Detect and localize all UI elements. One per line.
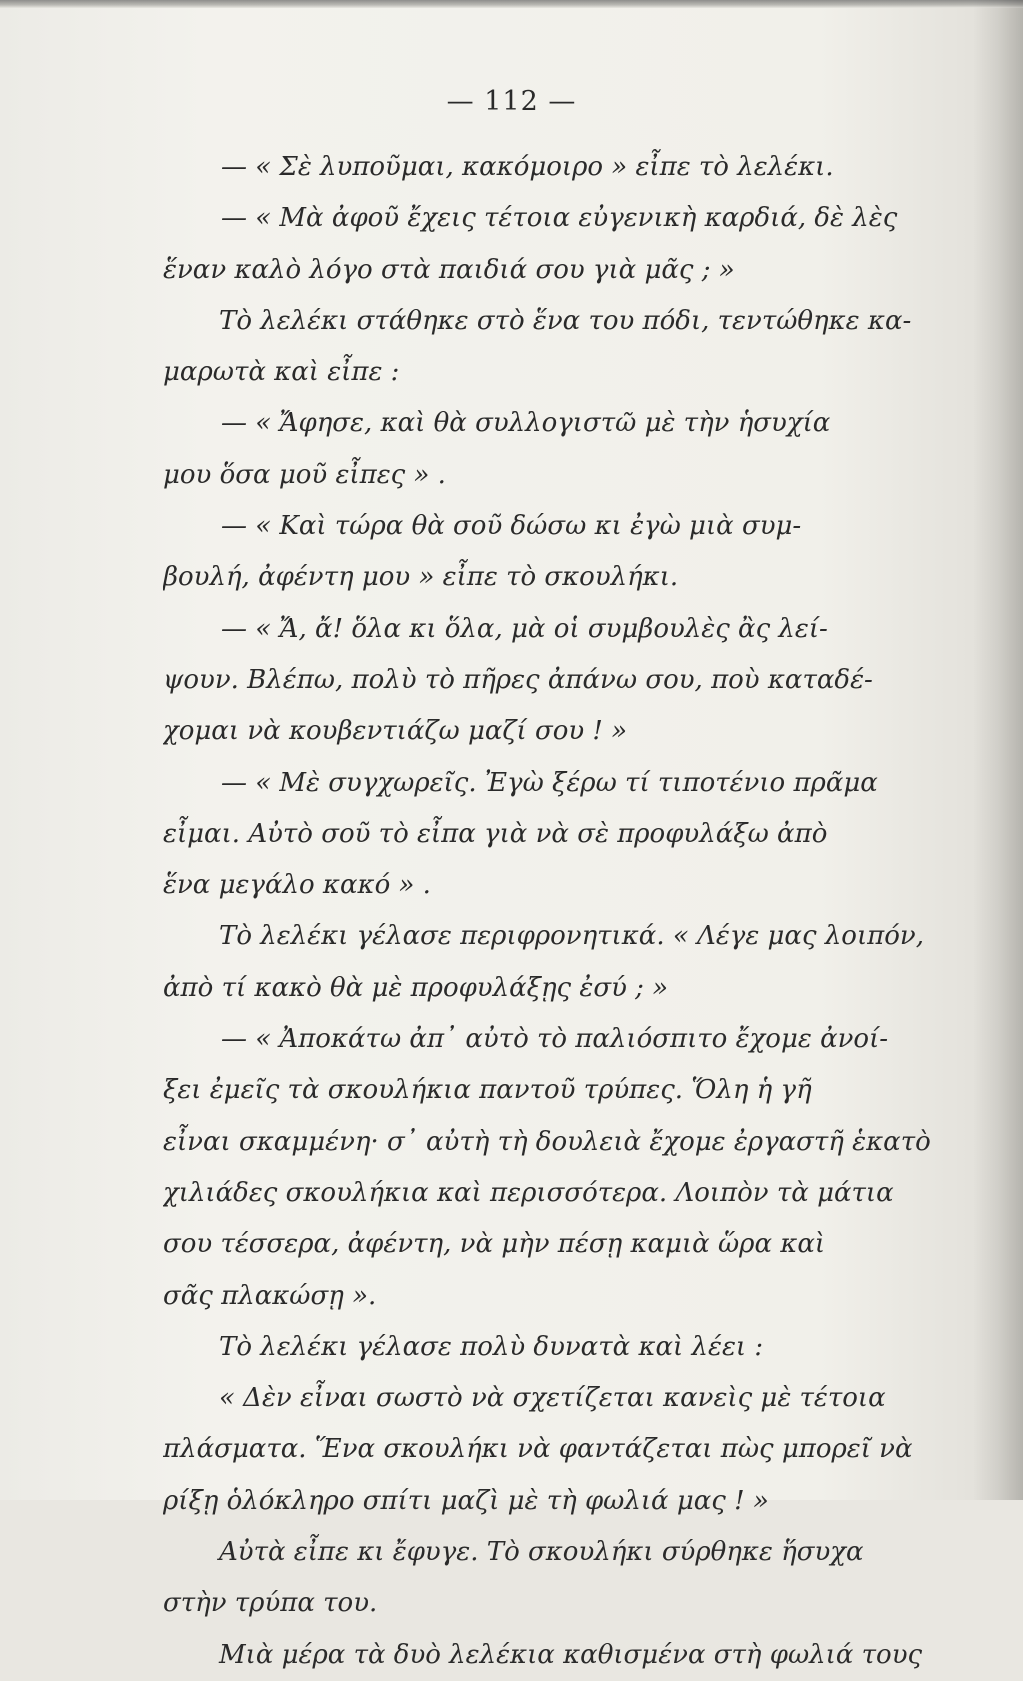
text-line: εἶναι σκαμμένη· σ᾽ αὐτὴ τὴ δουλειὰ ἔχομε ἐργαστῆ ἑκατὸ	[163, 1126, 931, 1157]
text-line: Τὸ λελέκι γέλασε περιφρονητικά. « Λέγε μας λοιπόν,	[219, 921, 924, 952]
text-line: εἶμαι. Αὐτὸ σοῦ τὸ εἶπα γιὰ νὰ σὲ προφυλάξω ἀπὸ	[163, 818, 828, 849]
text-line: μαρωτὰ καὶ εἶπε :	[163, 357, 400, 388]
text-line: σου τέσσερα, ἀφέντη, νὰ μὴν πέσῃ καμιὰ ὥρα καὶ	[163, 1229, 826, 1260]
text-line: μου ὅσα μοῦ εἶπες » .	[163, 459, 446, 490]
text-line: χιλιάδες σκουλήκια καὶ περισσότερα. Λοιπὸν τὰ μάτια	[163, 1177, 894, 1208]
text-line: χομαι νὰ κουβεντιάζω μαζί σου ! »	[163, 716, 628, 747]
page-number: — 112 —	[446, 86, 577, 117]
spine-shadow	[973, 0, 1023, 1500]
text-line: Μιὰ μέρα τὰ δυὸ λελέκια καθισμένα στὴ φωλιά τους	[219, 1639, 923, 1670]
text-line: βουλή, ἀφέντη μου » εἶπε τὸ σκουλήκι.	[163, 562, 679, 593]
text-line: ξει ἐμεῖς τὰ σκουλήκια παντοῦ τρύπες. Ὅλη ἡ γῆ	[163, 1075, 812, 1106]
text-line: — « Σὲ λυποῦμαι, κακόμοιρο » εἶπε τὸ λελέκι.	[221, 152, 834, 182]
text-line: ψουν. Βλέπω, πολὺ τὸ πῆρες ἀπάνω σου, ποὺ καταδέ-	[163, 664, 873, 695]
text-line: ρίξῃ ὁλόκληρο σπίτι μαζὶ μὲ τὴ φωλιά μας ! »	[163, 1485, 769, 1516]
text-line: σᾶς πλακώσῃ ».	[163, 1280, 377, 1311]
text-line: ἕναν καλὸ λόγο στὰ παιδιά σου γιὰ μᾶς ; »	[163, 254, 735, 285]
text-line: — « Μὰ ἀφοῦ ἔχεις τέτοια εὐγενικὴ καρδιά, δὲ λὲς	[221, 203, 898, 234]
text-line: πλάσματα. Ἕνα σκουλήκι νὰ φαντάζεται πὼς μπορεῖ νὰ	[163, 1434, 913, 1465]
text-line: στὴν τρύπα του.	[163, 1588, 378, 1619]
text-line: — « Ἄ, ἄ! ὅλα κι ὅλα, μὰ οἱ συμβουλὲς ἂς λεί-	[221, 613, 828, 644]
text-line: — « Μὲ συγχωρεῖς. Ἐγὼ ξέρω τί τιποτένιο πρᾶμα	[221, 767, 878, 798]
page-top-edge	[0, 0, 1023, 8]
text-line: Τὸ λελέκι στάθηκε στὸ ἕνα του πόδι, τεντώθηκε κα-	[219, 305, 912, 336]
text-line: ἕνα μεγάλο κακό » .	[163, 870, 431, 901]
text-line: — « Ἄφησε, καὶ θὰ συλλογιστῶ μὲ τὴν ἡσυχία	[221, 408, 831, 439]
text-line: — « Ἀποκάτω ἀπ᾽ αὐτὸ τὸ παλιόσπιτο ἔχομε ἀνοί-	[221, 1024, 889, 1055]
text-line: Τὸ λελέκι γέλασε πολὺ δυνατὰ καὶ λέει :	[219, 1331, 764, 1362]
text-line: « Δὲν εἶναι σωστὸ νὰ σχετίζεται κανεὶς μὲ τέτοια	[219, 1383, 886, 1414]
text-line: ἀπὸ τί κακὸ θὰ μὲ προφυλάξῃς ἐσύ ; »	[163, 972, 669, 1003]
page-body-text	[163, 142, 941, 1681]
text-line: Αὐτὰ εἶπε κι ἔφυγε. Τὸ σκουλήκι σύρθηκε ἥσυχα	[219, 1537, 864, 1568]
text-line: — « Καὶ τώρα θὰ σοῦ δώσω κι ἐγὼ μιὰ συμ-	[221, 511, 802, 542]
